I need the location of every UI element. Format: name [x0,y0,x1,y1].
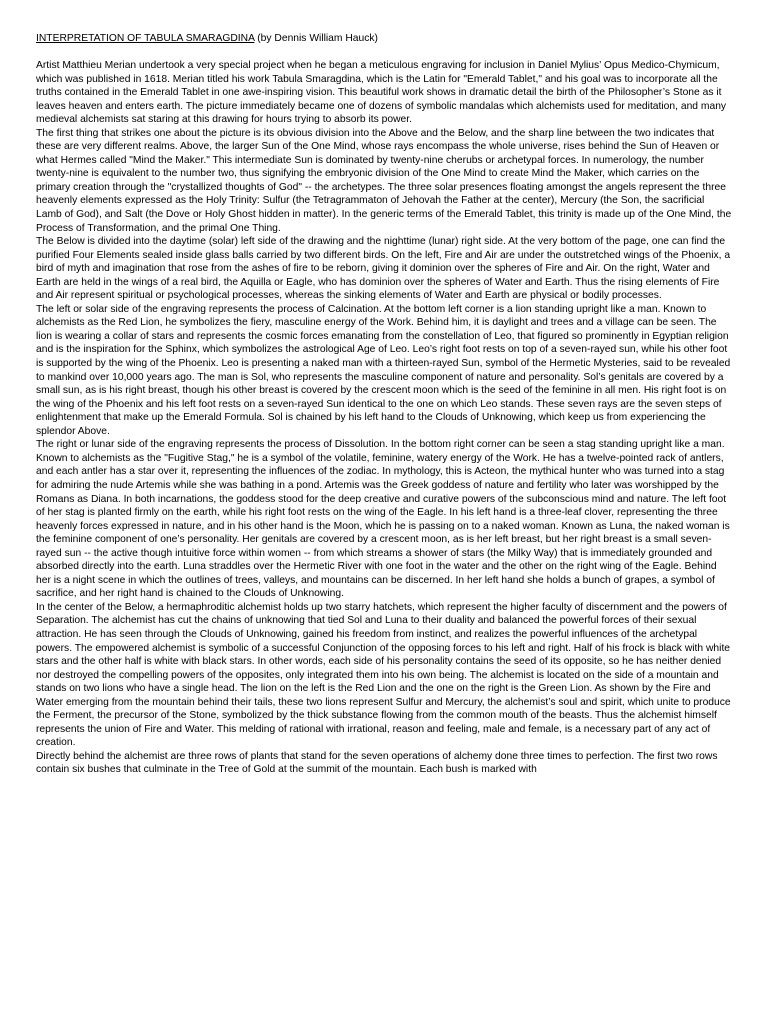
paragraph-4: The left or solar side of the engraving represents the process of Calcination. At the bottom left corner is a lion standing upright like a man. Known to alchemists as the Red Lion, he symbolizes the fiery, masculine energy of the Work. Behind him, it is daylight and trees and a village can be seen. The lion is wearing a collar of stars and represents the cosmic forces emanating from the constellation of Leo, that figured so prominently in Egyptian religion and is the inspiration for the Sphinx, which symbolizes the astrological Age of Leo. Leo’s right foot rests on top of a seven-rayed sun, while his other foot is supported by the wing of the Phoenix. Leo is presenting a naked man with a thirteen-rayed Sun, symbol of the Hermetic Mysteries, said to be revealed to mankind over 10,000 years ago. The man is Sol, who represents the masculine component of nature and personality. Sol’s genitals are covered by a small sun, as is his right breast, though his other breast is covered by the crescent moon which is the seed of the feminine in all men. His right foot is on the wing of the Phoenix and his left foot rests on a seven-rayed Sun identical to the one on which Leo stands. These seven rays are the seven steps of enlightenment that make up the Emerald Formula. Sol is chained by his left hand to the Clouds of Unknowing, which keep us from experiencing the splendor Above. [36,303,731,437]
paragraph-7: Directly behind the alchemist are three rows of plants that stand for the seven operations of alchemy done three times to perfection. The first two rows contain six bushes that culminate in the Tree of Gold at the summit of the mountain. Each bush is marked with [36,750,718,776]
paragraph-1: Artist Matthieu Merian undertook a very special project when he began a meticulous engraving for inclusion in Daniel Mylius’ Opus Medico-Chymicum, which was published in 1618. Merian titled his work Tabula Smaragdina, which is the Latin for "Emerald Tablet," and his goal was to incorporate all the truths contained in the Emerald Tablet in one awe-inspiring vision. This beautiful work shows in dramatic detail the birth of the Philosopher’s Stone as it leaves heaven and enters earth. The picture immediately became one of dozens of symbolic mandalas which alchemists used for meditation, and many medieval alchemists sat staring at this drawing for hours trying to absorb its power. [36,60,727,126]
paragraph-3: The Below is divided into the daytime (solar) left side of the drawing and the nighttime (lunar) right side. At the very bottom of the page, one can find the purified Four Elements sealed inside glass balls carried by two different birds. On the left, Fire and Air are under the outstretched wings of the Phoenix, a bird of myth and imagination that rose from the ashes of fire to be reborn, giving it dominion over the spheres of Fire and Air. On the right, Water and Earth are held in the wings of a real bird, the Aquilla or Eagle, who has dominion over the spheres of Water and Earth. Thus the rising elements of Fire and Air represent spiritual or psychological processes, whereas the sinking elements of Water and Earth are physical or bodily processes. [36,236,731,302]
title-author: (by Dennis William Hauck) [254,33,378,44]
document-title [36,32,732,46]
paragraph-5: The right or lunar side of the engraving represents the process of Dissolution. In the bottom right corner can be seen a stag standing upright like a man. Known to alchemists as the "Fugitive Stag," he is a symbol of the volatile, feminine, watery energy of the Work. He has a twelve-pointed rack of antlers, and each antler has a star over it, representing the influences of the zodiac. In mythology, this is Acteon, the mythical hunter who was turned into a stag for admiring the nude Artemis while she was bathing in a pond. Artemis was the Greek goddess of nature and fertility who later was worshipped by the Romans as Diana. In both incarnations, the goddess stood for the deep creative and curative powers of the subconscious mind and nature. The left foot of her stag is planted firmly on the earth, while his right foot rests on the wing of the Eagle. In his left hand is a three-leaf clover, representing the three heavenly forces expressed in nature, and in his other hand is the Moon, which he is passing on to a naked woman. Known as Luna, the naked woman is the feminine component of one’s personality. Her genitals are covered by a crescent moon, as is her left breast, but her right breast is a small seven-rayed sun -- the active though intuitive force within women -- from which streams a shower of stars (the Milky Way) that is immediately grounded and absorbed directly into the earth. Luna straddles over the Hermetic River with one foot in the water and the other on the right wing of the Eagle. Behind her is a night scene in which the outlines of trees, valleys, and mountains can be discerned. In her left hand she holds a bunch of grapes, a symbol of sacrifice, and her right hand is chained to the Clouds of Unknowing. [36,439,730,600]
paragraph-2: The first thing that strikes one about the picture is its obvious division into the Above and the Below, and the sharp line between the two indicates that these are very different realms. Above, the larger Sun of the One Mind, whose rays encompass the whole universe, rises behind the Sun of Heaven or what Hermes called "Mind the Maker." This intermediate Sun is dominated by twenty-nine cherubs or archetypal forces. In numerology, the number twenty-nine is equivalent to the number two, thus signifying the embryonic division of the One Mind to create Mind the Maker, which carries on the primary creation through the "crystallized thoughts of God" -- the archetypes. The three solar presences floating amongst the angels represent the three heavenly elements expressed as the Holy Trinity: Sulfur (the Tetragrammaton of Jehovah the Father at the center), Mercury (the Son, the sacrificial Lamb of God), and Salt (the Dove or Holy Ghost hidden in matter). In the generic terms of the Emerald Tablet, this trinity is made up of the One Mind, the Process of Transformation, and the primal One Thing. [36,127,732,234]
title-main: INTERPRETATION OF TABULA SMARAGDINA [36,33,255,44]
paragraph-6: In the center of the Below, a hermaphroditic alchemist holds up two starry hatchets, which represent the higher faculty of discernment and the powers of Separation. The alchemist has cut the chains of unknowing that tied Sol and Luna to their duality and balanced the powerful forces of their sexual attraction. He has seen through the Clouds of Unknowing, gained his freedom from instinct, and realizes the powerful influences of the archetypal powers. The empowered alchemist is symbolic of a successful Conjunction of the opposing forces to his left and right. Half of his frock is black with white stars and the other half is white with black stars. In other words, each side of his personality contains the seed of its opposite, so he has neither denied nor destroyed the compelling powers of the opposites, only integrated them into his own being. The alchemist is located on the side of a mountain and stands on two lions who have a single head. The lion on the left is the Red Lion and the one on the right is the Green Lion. As shown by the Fire and Water emerging from the mountain behind their tails, these two lions represent Sulfur and Mercury, the alchemist’s soul and spirit, which unite to produce the Ferment, the precursor of the Stone, symbolized by the thick substance flowing from the common mouth of the beasts. Thus the alchemist himself represents the union of Fire and Water. This melding of rational with irrational, reason and feeling, male and female, is a necessary part of any act of creation. [36,601,731,749]
